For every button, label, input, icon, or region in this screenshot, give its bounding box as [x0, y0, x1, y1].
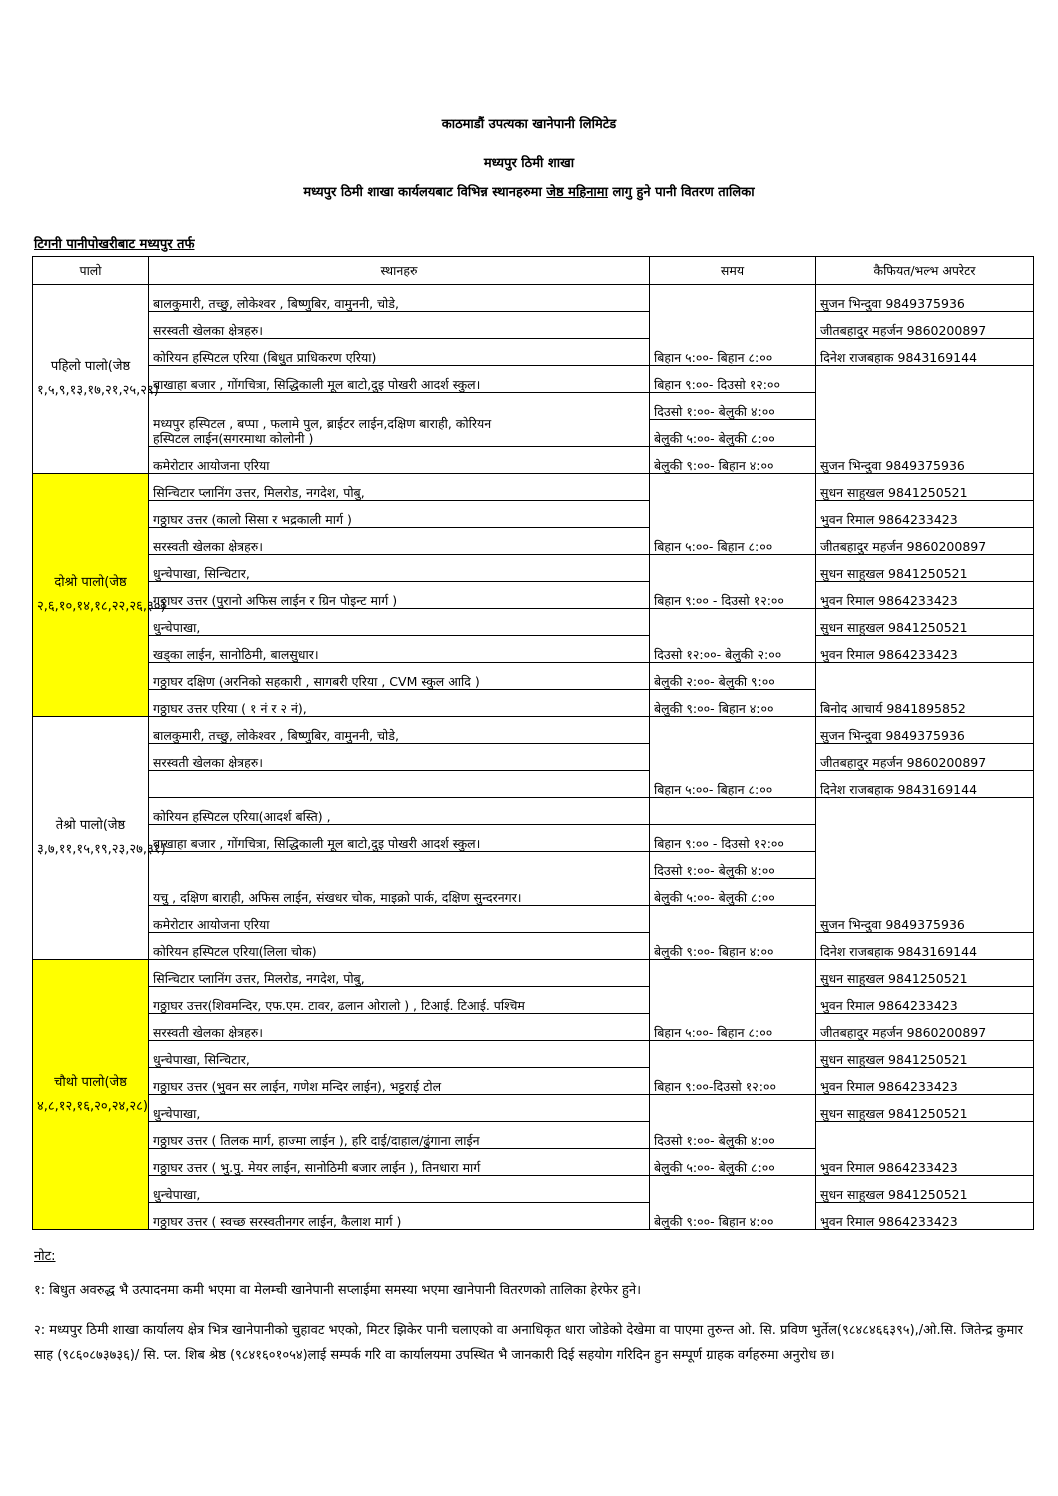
operator-cell: भुवन रिमाल 9864233423: [816, 1068, 1034, 1095]
place-cell: धुन्चेपाखा, सिन्चिटार,: [149, 555, 650, 582]
place-line: मध्यपुर हस्पिटल , बप्पा , फलामे पुल, ब्राईटर लाईन,दक्षिण बाराही, कोरियन: [153, 416, 492, 431]
col-header-operator: कैफियत/भल्भ अपरेटर: [816, 257, 1034, 285]
operator-cell: जीतबहादुर महर्जन 9860200897: [816, 312, 1034, 339]
palo-cell: दोश्रो पालो(जेष्ठ २,६,१०,१४,१८,२२,२६,३०): [33, 474, 149, 717]
place-cell: खड्का लाईन, सानोठिमी, बालसुधार।: [149, 636, 650, 663]
operator-cell: सुधन साहुखल 9841250521: [816, 1041, 1034, 1068]
table-row: [33, 555, 1034, 582]
title-month: जेष्ठ महिनामा: [546, 185, 608, 200]
table-row: [33, 744, 1034, 771]
table-row: [33, 987, 1034, 1014]
table-row: [33, 474, 1034, 501]
place-cell: गठ्ठाघर उत्तर ( भु.पु. मेयर लाईन, सानोठिमी बजार लाईन ), तिनधारा मार्ग: [149, 1149, 650, 1176]
operator-cell: दिनेश राजबहाक 9843169144: [816, 339, 1034, 366]
place-cell: गठ्ठाघर उत्तर ( तिलक मार्ग, हाज्मा लाईन ), हरि दाई/दाहाल/ढुंगाना लाईन: [149, 1122, 650, 1149]
time-cell: बिहान ९:०० - दिउसो १२:००: [650, 555, 816, 609]
operator-cell: सुजन भिन्दुवा 9849375936: [816, 717, 1034, 744]
note-1: १: बिधुत अवरुद्ध भै उत्पादनमा कमी भएमा वा मेलम्ची खानेपानी सप्लाईमा समस्या भएमा खानेपानी वितरणको तालिका हेरफेर हुने।: [34, 1283, 642, 1298]
place-cell: गठ्ठाघर उत्तर एरिया ( १ नं र २ नं),: [149, 690, 650, 717]
col-header-time: समय: [650, 257, 816, 285]
operator-cell: सुधन साहुखल 9841250521: [816, 1095, 1034, 1122]
place-cell: गठ्ठाघर उत्तर(शिवमन्दिर, एफ.एम. टावर, ढलान ओरालो ) , टिआई. टिआई. पश्चिम: [149, 987, 650, 1014]
time-cell: बेलुकी ९:००- बिहान ४:००: [650, 906, 816, 960]
table-row: [33, 1068, 1034, 1095]
place-cell: बाखाहा बजार , गोंगचित्रा, सिद्धिकाली मूल बाटो,दुइ पोखरी आदर्श स्कुल।: [149, 366, 650, 393]
notes-title: नोट:: [34, 1249, 56, 1264]
table-row: [33, 1122, 1034, 1149]
table-row: [33, 366, 1034, 393]
place-cell: बालकुमारी, तच्छु, लोकेश्वर , बिष्णुबिर, वामुननी, चोडे,: [149, 285, 650, 312]
operator-cell: भुवन रिमाल 9864233423: [816, 582, 1034, 609]
operator-cell: सुधन साहुखल 9841250521: [816, 474, 1034, 501]
col-header-palo: पालो: [33, 257, 149, 285]
operator-cell: भुवन रिमाल 9864233423: [816, 1122, 1034, 1176]
time-cell: दिउसो १:००- बेलुकी ४:००: [650, 1095, 816, 1149]
operator-cell: दिनेश राजबहाक 9843169144: [816, 771, 1034, 798]
operator-cell: भुवन रिमाल 9864233423: [816, 501, 1034, 528]
table-row: [33, 1014, 1034, 1041]
table-row: [33, 528, 1034, 555]
time-cell: बिहान ९:००-दिउसो १२:००: [650, 1041, 816, 1095]
place-line: हस्पिटल लाईन(सगरमाथा कोलोनी ): [153, 431, 314, 446]
table-header-row: [33, 257, 1034, 285]
time-cell: बिहान ९:०० - दिउसो १२:००: [650, 825, 816, 852]
place-cell: सरस्वती खेलका क्षेत्रहरु।: [149, 312, 650, 339]
title-post: लागु हुने पानी वितरण तालिका: [612, 185, 755, 200]
table-row: [33, 663, 1034, 690]
table-row: [33, 312, 1034, 339]
place-cell: सरस्वती खेलका क्षेत्रहरु।: [149, 744, 650, 771]
branch-name: मध्यपुर ठिमी शाखा: [483, 156, 575, 171]
place-cell: धुन्चेपाखा, सिन्चिटार,: [149, 1041, 650, 1068]
page-title: [0, 182, 1058, 200]
table-row: [33, 960, 1034, 987]
table-row: [33, 933, 1034, 960]
operator-cell: सुधन साहुखल 9841250521: [816, 609, 1034, 636]
place-cell: सरस्वती खेलका क्षेत्रहरु।: [149, 1014, 650, 1041]
time-cell: बेलुकी ५:००- बेलुकी ८:००: [650, 420, 816, 447]
schedule-table: [32, 256, 1034, 1230]
table-row: [33, 771, 1034, 798]
time-cell: बेलुकी २:००- बेलुकी ९:००: [650, 663, 816, 690]
table-row: [33, 501, 1034, 528]
place-cell: गठ्ठाघर उत्तर (भुवन सर लाईन, गणेश मन्दिर लाईन), भट्टराई टोल: [149, 1068, 650, 1095]
table-row: [33, 1095, 1034, 1122]
time-cell: बेलुकी ९:००- बिहान ४:००: [650, 447, 816, 474]
table-row: [33, 285, 1034, 312]
time-cell: दिउसो १२:००- बेलुकी २:००: [650, 609, 816, 663]
time-cell: बिहान ५:००- बिहान ८:००: [650, 960, 816, 1041]
title-pre: मध्यपुर ठिमी शाखा कार्यलयबाट विभिन्न स्थानहरुमा: [303, 185, 542, 200]
note-2: २: मध्यपुर ठिमी शाखा कार्यालय क्षेत्र भित्र खानेपानीको चुहावट भएको, मिटर झिकेर पानी चलाएको वा अनाधिकृत धारा जोडेको देखेमा वा पाएमा तुरुन्त ओ. सि. प्रविण भुर्तेल(९८४८४६६३९५),/ओ.सि. जितेन्द्र कुमार साह (९८६०८७३७३६)/ सि. प्ल. शिब श्रेष्ठ (९८४१६०१०५४)लाई सम्पर्क गरि वा कार्यालयमा उपस्थित भै जानकारी दिई सहयोग गरिदिन हुन सम्पूर्ण ग्राहक वर्गहरुमा अनुरोध छ।: [34, 1323, 1023, 1363]
time-cell: बेलुकी ५:००- बेलुकी ८:००: [650, 1149, 816, 1176]
place-cell: बाखाहा बजार , गोंगचित्रा, सिद्धिकाली मूल बाटो,दुइ पोखरी आदर्श स्कुल।: [149, 825, 650, 852]
time-cell: बिहान ९:००- दिउसो १२:००: [650, 366, 816, 393]
operator-cell: जीतबहादुर महर्जन 9860200897: [816, 1014, 1034, 1041]
time-cell: बेलुकी ९:००- बिहान ४:००: [650, 1176, 816, 1230]
operator-cell: सुजन भिन्दुवा 9849375936: [816, 366, 1034, 474]
place-cell: गठ्ठाघर दक्षिण (अरनिको सहकारी , सागबरी एरिया , CVM स्कुल आदि ): [149, 663, 650, 690]
table-row: [33, 717, 1034, 744]
org-name: काठमाडौं उपत्यका खानेपानी लिमिटेड: [441, 117, 617, 132]
place-cell: [149, 393, 650, 447]
place-cell: सिन्चिटार प्लानिंग उत्तर, मिलरोड, नगदेश, पोबु,: [149, 960, 650, 987]
table-row: [33, 1041, 1034, 1068]
operator-cell: भुवन रिमाल 9864233423: [816, 987, 1034, 1014]
table-row: [33, 636, 1034, 663]
operator-cell: भुवन रिमाल 9864233423: [816, 1203, 1034, 1230]
palo-cell: तेश्रो पालो(जेष्ठ ३,७,११,१५,१९,२३,२७,३१): [33, 717, 149, 960]
table-row: [33, 609, 1034, 636]
operator-cell: दिनेश राजबहाक 9843169144: [816, 933, 1034, 960]
time-cell: [650, 798, 816, 825]
operator-cell: सुजन भिन्दुवा 9849375936: [816, 798, 1034, 933]
place-cell: धुन्चेपाखा,: [149, 609, 650, 636]
time-cell: बेलुकी ५:००- बेलुकी ८:००: [650, 879, 816, 906]
place-cell: कोरियन हस्पिटल एरिया(लिला चोक): [149, 933, 650, 960]
col-header-places: स्थानहरु: [149, 257, 650, 285]
operator-cell: बिनोद आचार्य 9841895852: [816, 663, 1034, 717]
place-cell: बालकुमारी, तच्छु, लोकेश्वर , बिष्णुबिर, वामुननी, चोडे,: [149, 717, 650, 744]
table-row: [33, 582, 1034, 609]
place-cell: कमेरोटार आयोजना एरिया: [149, 447, 650, 474]
place-cell: कोरियन हस्पिटल एरिया (बिधुत प्राधिकरण एरिया): [149, 339, 650, 366]
table-row: [33, 339, 1034, 366]
place-cell: [149, 771, 650, 798]
schedule-body: [33, 285, 1034, 1230]
operator-cell: भुवन रिमाल 9864233423: [816, 636, 1034, 663]
time-cell: बेलुकी ९:००- बिहान ४:००: [650, 690, 816, 717]
palo-cell: चौथो पालो(जेष्ठ ४,८,१२,१६,२०,२४,२८): [33, 960, 149, 1230]
time-cell: बिहान ५:००- बिहान ८:००: [650, 285, 816, 366]
place-cell: यचु , दक्षिण बाराही, अफिस लाईन, संखधर चोक, माइक्रो पार्क, दक्षिण सुन्दरनगर।: [149, 852, 650, 906]
place-cell: कमेरोटार आयोजना एरिया: [149, 906, 650, 933]
operator-cell: जीतबहादुर महर्जन 9860200897: [816, 528, 1034, 555]
operator-cell: सुधन साहुखल 9841250521: [816, 555, 1034, 582]
time-cell: दिउसो १:००- बेलुकी ४:००: [650, 393, 816, 420]
place-cell: गठ्ठाघर उत्तर (कालो सिसा र भद्रकाली मार्ग ): [149, 501, 650, 528]
place-cell: धुन्चेपाखा,: [149, 1176, 650, 1203]
place-cell: धुन्चेपाखा,: [149, 1095, 650, 1122]
time-cell: बिहान ५:००- बिहान ८:००: [650, 717, 816, 798]
place-cell: सरस्वती खेलका क्षेत्रहरु।: [149, 528, 650, 555]
table-row: [33, 1176, 1034, 1203]
palo-cell: पहिलो पालो(जेष्ठ १,५,९,१३,१७,२१,२५,२९): [33, 285, 149, 474]
operator-cell: सुधन साहुखल 9841250521: [816, 1176, 1034, 1203]
place-cell: गठ्ठाघर उत्तर ( स्वच्छ सरस्वतीनगर लाईन, कैलाश मार्ग ): [149, 1203, 650, 1230]
section-subheading: टिगनी पानीपोखरीबाट मध्यपुर तर्फ: [34, 237, 195, 252]
time-cell: बिहान ५:००- बिहान ८:००: [650, 474, 816, 555]
operator-cell: सुजन भिन्दुवा 9849375936: [816, 285, 1034, 312]
place-cell: सिन्चिटार प्लानिंग उत्तर, मिलरोड, नगदेश, पोबु,: [149, 474, 650, 501]
operator-cell: जीतबहादुर महर्जन 9860200897: [816, 744, 1034, 771]
place-cell: कोरियन हस्पिटल एरिया(आदर्श बस्ति) ,: [149, 798, 650, 825]
table-row: [33, 1203, 1034, 1230]
place-cell: गठ्ठाघर उत्तर (पुरानो अफिस लाईन र ग्रिन पोइन्ट मार्ग ): [149, 582, 650, 609]
operator-cell: सुधन साहुखल 9841250521: [816, 960, 1034, 987]
time-cell: दिउसो १:००- बेलुकी ४:००: [650, 852, 816, 879]
table-row: [33, 798, 1034, 825]
